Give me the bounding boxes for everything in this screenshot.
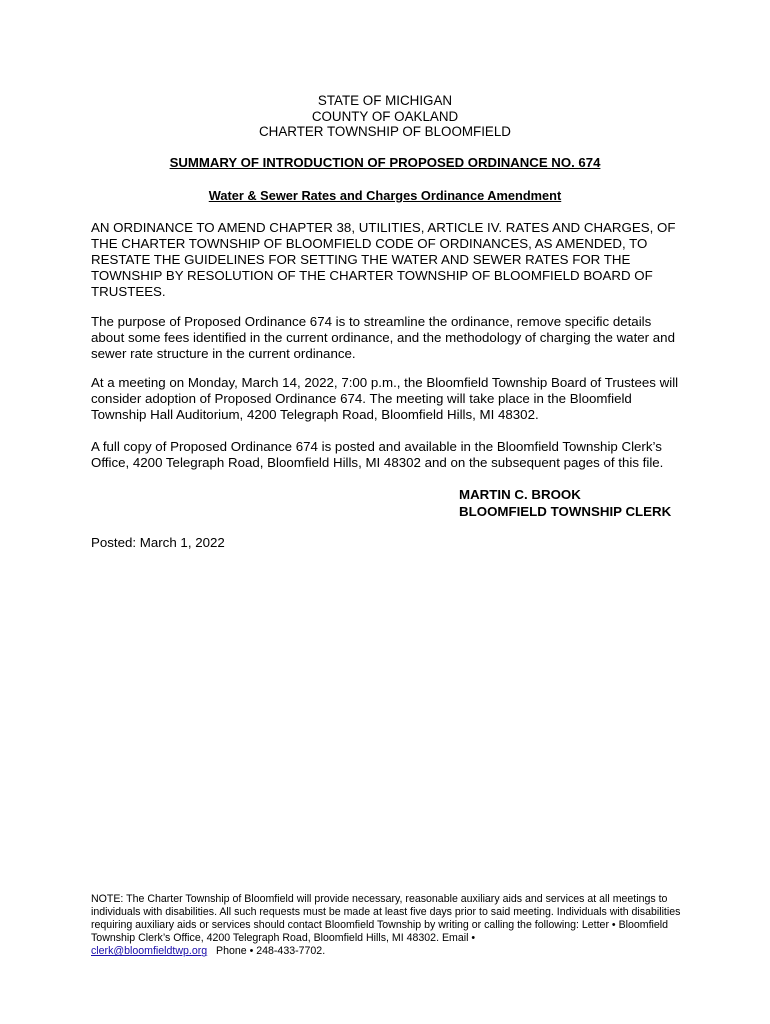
summary-title: SUMMARY OF INTRODUCTION OF PROPOSED ORDINANCE NO. 674 [169, 155, 601, 170]
header-state: STATE OF MICHIGAN [317, 93, 453, 108]
note-text: NOTE: The Charter Township of Bloomfield will provide necessary, reasonable auxiliary aids and services at all meetings to individuals with disabilities. All such requests must be made at least five days prior to said meeting. Individuals with disabilities requiring auxiliary aids or services should contact Bloomfield Township by writing or calling the following: Letter • Bloomfield Township Clerk’s Office, 4200 Telegraph Road, Bloomfield Hills, MI 48302. Email • [91, 893, 681, 945]
signature-title: BLOOMFIELD TOWNSHIP CLERK [459, 503, 672, 519]
ordinance-text-paragraph: AN ORDINANCE TO AMEND CHAPTER 38, UTILITIES, ARTICLE IV. RATES AND CHARGES, OF THE CHARTER TOWNSHIP OF BLOOMFIELD CODE OF ORDINANCES, AS AMENDED, TO RESTATE THE GUIDELINES FOR SETTING THE WATER AND SEWER RATES FOR THE TOWNSHIP BY RESOLUTION OF THE CHARTER TOWNSHIP OF BLOOMFIELD BOARD OF TRUSTEES. [91, 220, 676, 299]
signature-block [459, 487, 671, 520]
accessibility-note [91, 893, 681, 958]
ordinance-subtitle: Water & Sewer Rates and Charges Ordinance Amendment [208, 188, 562, 203]
posted-date: Posted: March 1, 2022 [91, 535, 225, 550]
document-header [0, 93, 770, 140]
meeting-paragraph: At a meeting on Monday, March 14, 2022, 7:00 p.m., the Bloomfield Township Board of Trustees will consider adoption of Proposed Ordinance 674. The meeting will take place in the Bloomfield Township Hall Auditorium, 4200 Telegraph Road, Bloomfield Hills, MI 48302. [91, 375, 679, 422]
header-township: CHARTER TOWNSHIP OF BLOOMFIELD [259, 124, 511, 140]
clerk-email-link[interactable]: clerk@bloomfieldtwp.org [91, 945, 208, 958]
copy-availability-paragraph: A full copy of Proposed Ordinance 674 is posted and available in the Bloomfield Township Clerk’s Office, 4200 Telegraph Road, Bloomfield Hills, MI 48302 and on the subsequent pages of this file. [91, 439, 664, 470]
note-phone: Phone • 248-433-7702. [216, 945, 326, 958]
signature-name: MARTIN C. BROOK [459, 487, 581, 502]
header-county: COUNTY OF OAKLAND [311, 108, 459, 124]
purpose-paragraph: The purpose of Proposed Ordinance 674 is to streamline the ordinance, remove specific details about some fees identified in the current ordinance, and the methodology of charging the water and sewer rate structure in the current ordinance. [91, 314, 675, 361]
